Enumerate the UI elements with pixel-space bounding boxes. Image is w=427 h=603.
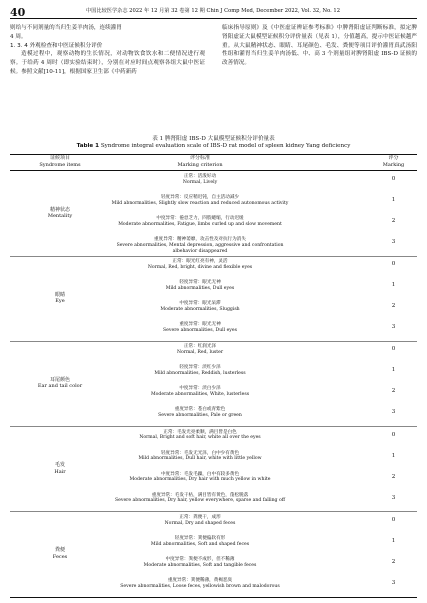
criterion-cell xyxy=(110,237,290,254)
score-cell: 2 xyxy=(391,388,396,395)
page-number: 40 xyxy=(10,6,26,19)
score-cell: 3 xyxy=(391,239,396,245)
header-rule xyxy=(10,18,417,19)
criterion-zh: 正常：毛发光亮柔顺，满目皆是白色 xyxy=(163,429,237,435)
criterion-zh: 轻度异常：淡红少泽 xyxy=(179,365,221,371)
criterion-cell xyxy=(110,386,290,398)
syndrome-group xyxy=(10,171,417,256)
criterion-zh: 重度异常：精神萎靡，攻击性及对抗行为消失 xyxy=(154,237,246,242)
syndrome-item-zh: 粪便 xyxy=(54,547,65,554)
criterion-cell xyxy=(110,174,290,186)
criterion-zh: 中度异常：淡白少泽 xyxy=(179,386,221,392)
syndrome-item-name xyxy=(10,547,110,560)
criterion-cell xyxy=(110,493,290,505)
header-items-en: Syndrome items xyxy=(39,161,81,168)
criterion-cell xyxy=(110,578,290,590)
body-text: 则给与不同剂量的当归生姜羊肉汤，连续灌胃 xyxy=(10,25,122,31)
criterion-cell xyxy=(110,430,290,442)
score-cell: 0 xyxy=(391,516,396,523)
criterion-zh: 正常：眼光红亮有神，灵活 xyxy=(172,259,228,265)
body-text: 4 周。 xyxy=(10,33,27,40)
criterion-en: Mild abnormalities, Reddish, lusterless xyxy=(154,371,246,377)
score-cell: 1 xyxy=(391,197,396,203)
syndrome-group xyxy=(10,341,417,426)
score-cell: 1 xyxy=(391,537,396,544)
syndrome-item-name xyxy=(10,207,110,220)
criterion-cell xyxy=(110,365,290,377)
criterion-zh: 正常：粪便干，成形 xyxy=(179,514,221,520)
score-cell: 1 xyxy=(391,452,396,459)
criterion-cell xyxy=(110,322,290,334)
syndrome-item-en: Feces xyxy=(52,553,68,560)
criterion-en: Severe abnormalities, Dull eyes xyxy=(163,327,237,333)
criterion-cell xyxy=(110,280,290,292)
criterion-en: Moderate abnormalities, Soft and tangible feces xyxy=(143,562,257,568)
criterion-zh: 轻度异常：眼光无神 xyxy=(179,280,221,286)
criterion-cell xyxy=(110,195,290,207)
syndrome-group xyxy=(10,512,417,597)
header-score-zh: 评分 xyxy=(388,155,399,161)
criterion-cell xyxy=(110,451,290,463)
syndrome-item-name xyxy=(10,377,110,390)
criterion-en: Mild abnormalities, Soft and shaped feces xyxy=(150,541,250,547)
criterion-en: Moderate abnormalities, Sluggish xyxy=(160,306,240,312)
syndrome-group xyxy=(10,256,417,341)
header-score-en: Marking xyxy=(382,161,405,168)
score-cell: 2 xyxy=(391,558,396,565)
criterion-zh: 重度异常：毛发干枯，满目皆有黄色，蓬松脱落 xyxy=(151,492,249,498)
syndrome-item-name xyxy=(10,292,110,305)
criterion-en: Severe abnormalities, Pale or green xyxy=(158,413,242,419)
criterion-en: Normal, Lively xyxy=(182,179,218,185)
score-cell: 1 xyxy=(391,282,396,289)
score-cell: 1 xyxy=(391,367,396,374)
criterion-en: Mild abnormalities, Dull hair, white with little yellow xyxy=(138,456,262,462)
score-cell: 3 xyxy=(391,324,396,331)
section-heading: 1. 3. 4 外观检查和中医证候积分评价 xyxy=(10,42,103,49)
criterion-zh: 重度异常：粪便稀薄，黄褐恶臭 xyxy=(167,577,233,583)
criterion-en: Moderate abnormalities, Fatigue, limbs curled up and slow movement xyxy=(118,221,282,227)
right-column xyxy=(222,24,417,68)
table-bottom-rule xyxy=(10,597,417,598)
syndrome-item-en: Eye xyxy=(55,298,65,305)
syndrome-item-zh: 眼睛 xyxy=(54,291,65,298)
table-caption-en xyxy=(0,143,427,150)
syndrome-group xyxy=(10,427,417,512)
syndrome-item-zh: 耳尾颜色 xyxy=(49,376,70,383)
score-cell: 0 xyxy=(391,176,396,182)
criterion-zh: 正常：活泼好动 xyxy=(183,174,217,179)
criterion-zh: 正常：红润光泽 xyxy=(183,344,217,350)
syndrome-item-en: Hair xyxy=(54,468,66,475)
score-cell: 3 xyxy=(391,409,396,416)
syndrome-item-en: Ear and tail color xyxy=(37,383,83,390)
criterion-cell xyxy=(110,407,290,419)
score-cell: 3 xyxy=(391,579,396,586)
table-header xyxy=(10,155,417,169)
score-cell: 2 xyxy=(391,303,396,310)
syndrome-item-en: Mentality xyxy=(47,213,73,220)
score-cell: 2 xyxy=(391,473,396,480)
table-label: Table 1 xyxy=(76,143,100,149)
criterion-cell xyxy=(110,216,290,228)
syndrome-item-zh: 精神状态 xyxy=(49,206,70,213)
criterion-zh: 重度异常：眼光无神 xyxy=(179,322,221,328)
left-column xyxy=(10,24,205,77)
criterion-cell xyxy=(110,344,290,356)
criterion-zh: 轻度异常：反应稍迟钝，自主活动减少 xyxy=(160,195,240,200)
body-text: 造模过程中，观察动物的生长情况，对动物饮食饮水和二便情况进行观察。于给药 4 周时（即实验结束时），分别在对应时间点观察各组大鼠中医证候。参照文献[10-11]，根据国家卫生部《中药新药 xyxy=(10,51,205,75)
criterion-en: Moderate abnormalities, White, lusterless xyxy=(150,392,250,398)
header-items-zh: 证候项目 xyxy=(49,155,70,161)
header-criteria-zh: 评分标准 xyxy=(189,155,210,161)
criterion-zh: 中度异常：倦怠乏力，四肢蜷缩，行动迟缓 xyxy=(156,216,244,221)
criterion-cell xyxy=(110,259,290,271)
criterion-en: Mild abnormalities, Dull eyes xyxy=(165,285,235,291)
criterion-zh: 轻度异常：毛发无光泽，白中少有黄色 xyxy=(160,450,240,456)
criterion-cell xyxy=(110,472,290,484)
score-cell: 3 xyxy=(391,494,396,501)
table-caption-text: Syndrome integral evaluation scale of IBS-D rat model of spleen kidney Yang deficiency xyxy=(100,143,351,149)
running-header: 中国比较医学杂志 2022 年 12 月第 32 卷第 12 期 Chin J Comp Med, December 2022, Vol. 32, No. 12 xyxy=(86,8,340,14)
criterion-zh: 中度异常：毛发毛躁，白中有较多黄色 xyxy=(160,471,240,477)
syndrome-item-name xyxy=(10,462,110,475)
criterion-cell xyxy=(110,557,290,569)
criterion-zh: 中度异常：粪便不成形，但不稀薄 xyxy=(165,556,235,562)
criterion-cell xyxy=(110,536,290,548)
criterion-zh: 中度异常：眼光呆滞 xyxy=(179,301,221,307)
criterion-en: Severe abnormalities, Dry hair, yellow everywhere, sparse and falling off xyxy=(115,498,285,504)
score-cell: 0 xyxy=(391,346,396,353)
criterion-cell xyxy=(110,301,290,313)
criterion-zh: 轻度异常：粪便偏软有形 xyxy=(174,535,226,541)
score-cell: 2 xyxy=(391,218,396,224)
criterion-en: Normal, Red, bright, divine and flexible eyes xyxy=(147,264,253,270)
criterion-en: Normal, Dry and shaped feces xyxy=(164,520,236,526)
criterion-cell xyxy=(110,515,290,527)
criterion-en: Mild abnormalities, Slightly slow reaction and reduced autonomous activity xyxy=(111,200,289,206)
criterion-en: Moderate abnormalities, Dry hair with much yellow in white xyxy=(129,477,271,483)
body-text: 临床指导原则》及《中医虚证辨证参考标准》中脾肾阳虚证判断标准，拟定脾肾阳虚证大鼠模型证候积分评价量表（见表 1），分值越高，提示中医证候越严重。从大鼠精神状态、眼睛、耳尾颜色、毛发、粪便等项目评价灌胃真武汤阳性组和灌胃当归生姜羊肉汤低、中、高 3 个剂量组对脾肾阳虚 IBS-D 证候的改善情况。 xyxy=(222,25,417,67)
criterion-en: Normal, Bright and soft hair, white all over the eyes xyxy=(139,435,261,441)
score-cell: 0 xyxy=(391,261,396,268)
score-cell: 0 xyxy=(391,431,396,438)
syndrome-item-zh: 毛发 xyxy=(54,462,65,469)
criterion-en: Normal, Red, luster xyxy=(176,350,224,356)
criterion-en: Severe abnormalities, Loose feces, yellowish brown and malodorous xyxy=(120,583,280,589)
header-criteria-en: Marking criterion xyxy=(177,161,223,168)
table-caption-zh: 表 1 脾肾阳虚 IBS-D 大鼠模型证候积分评价量表 xyxy=(152,136,275,142)
criterion-en: Severe abnormalities, Mental depression, aggressive and confrontation albehavior disappeared xyxy=(116,242,284,254)
criterion-zh: 重度异常：苍白或青紫色 xyxy=(174,407,226,413)
